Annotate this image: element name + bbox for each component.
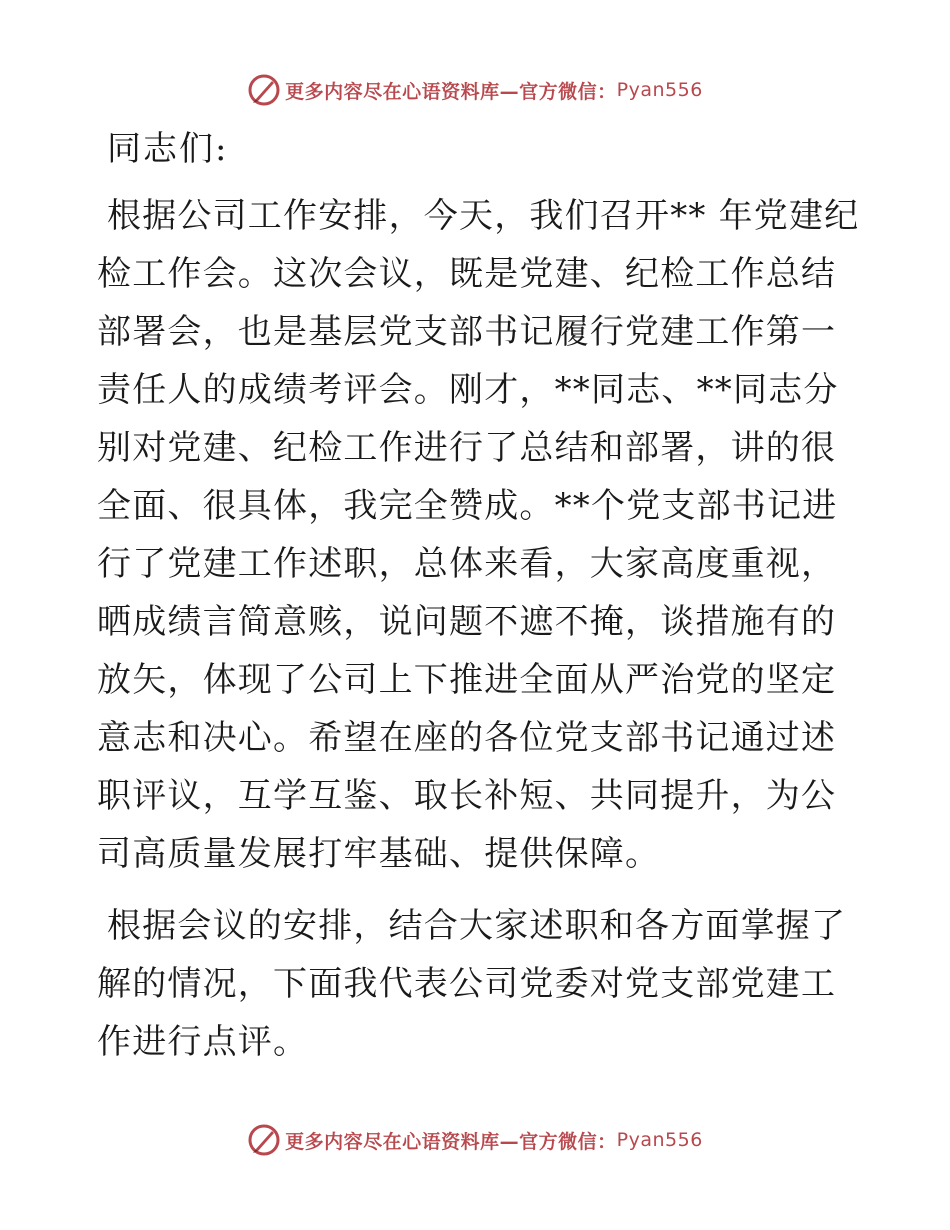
salutation: 同志们: bbox=[107, 129, 229, 169]
document-body bbox=[97, 125, 867, 1085]
paragraph-1: 根据公司工作安排，今天，我们召开** 年党建纪检工作会。这次会议，既是党建、纪检工作总结部署会，也是基层党支部书记履行党建工作第一责任人的成绩考评会。刚才，**同志、**同志分别对党建、纪检工作进行了总结和部署，讲的很全面、很具体，我完全赞成。**个党支部书记进行了党建工作述职，总体来看，大家高度重视，晒成绩言简意赅，说问题不遮不掩，谈措施有的放矢，体现了公司上下推进全面从严治党的坚定意志和决心。希望在座的各位党支部书记通过述职评议，互学互鉴、取长补短、共同提升，为公司高质量发展打牢基础、提供保障。 bbox=[97, 196, 860, 874]
footer-watermark bbox=[0, 1120, 950, 1160]
paragraph-2: 根据会议的安排，结合大家述职和各方面掌握了解的情况，下面我代表公司党委对党支部党建工作进行点评。 bbox=[97, 906, 847, 1062]
watermark-wechat-id: Pyan556 bbox=[616, 79, 703, 101]
quill-pen-icon bbox=[247, 73, 281, 107]
watermark-text: 更多内容尽在心语资料库—官方微信： bbox=[285, 80, 617, 103]
quill-pen-icon bbox=[247, 1123, 281, 1157]
header-watermark bbox=[0, 70, 950, 110]
watermark-wechat-id: Pyan556 bbox=[616, 1129, 703, 1151]
watermark-text: 更多内容尽在心语资料库—官方微信： bbox=[285, 1130, 617, 1153]
